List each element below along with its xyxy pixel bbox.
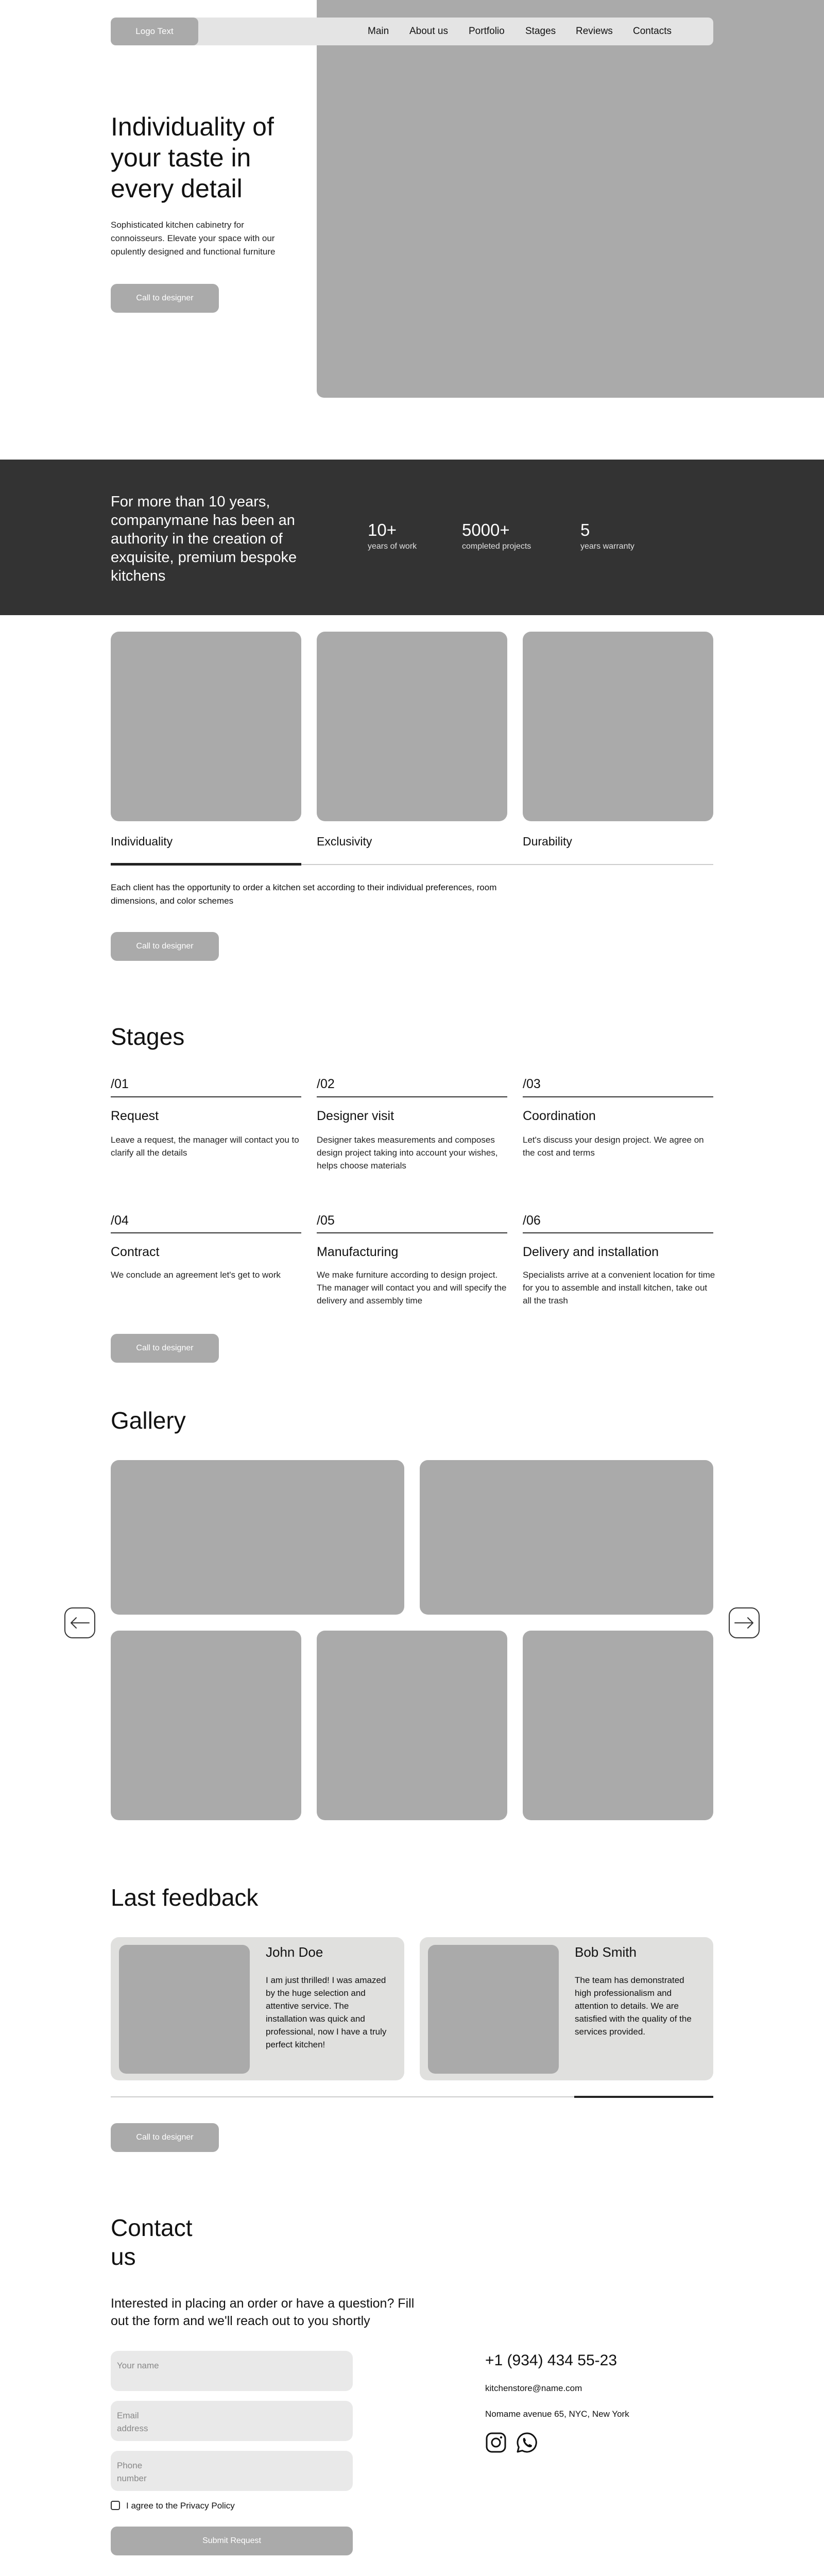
logo[interactable]: Logo Text xyxy=(111,18,198,45)
gallery-title: Gallery xyxy=(111,1407,186,1434)
stage-number: /03 xyxy=(523,1077,541,1091)
stat-value: 5000+ xyxy=(462,520,510,539)
contact-subtitle: Interested in placing an order or have a question? Fill out the form and we'll reach out to you shortly xyxy=(111,2296,415,2328)
hero-image xyxy=(317,0,824,398)
name-field[interactable] xyxy=(111,2351,353,2391)
tab-exclusivity[interactable]: Exclusivity xyxy=(317,835,372,848)
hero-subtitle: Sophisticated kitchen cabinetry for connoisseurs. Elevate your space with our opulently designed and functional furniture xyxy=(111,220,276,257)
feature-image xyxy=(111,632,301,821)
stage-title: Request xyxy=(111,1109,159,1123)
stage-description: We make furniture according to design project. The manager will contact you and will specify the delivery and assembly time xyxy=(317,1270,507,1306)
stat-value: 10+ xyxy=(368,520,397,539)
feedback-scroll-thumb[interactable] xyxy=(574,2096,713,2098)
stat-value: 5 xyxy=(580,520,590,539)
reviewer-photo xyxy=(428,1945,559,2074)
instagram-icon[interactable] xyxy=(485,2432,507,2453)
submit-button[interactable]: Submit Request xyxy=(111,2527,353,2555)
tab-durability[interactable]: Durability xyxy=(523,835,572,848)
stage-divider xyxy=(111,1232,301,1233)
gallery-image[interactable] xyxy=(111,1460,404,1615)
stage-title: Contract xyxy=(111,1245,160,1259)
contact-title: Contact us xyxy=(111,2214,193,2270)
tab-individuality[interactable]: Individuality xyxy=(111,835,173,848)
phone-placeholder: Phone number xyxy=(117,2461,147,2483)
review-text: I am just thrilled! I was amazed by the huge selection and attentive service. The installation was quick and professional, now I have a truly perfect kitchen! xyxy=(266,1975,387,2049)
stage-divider xyxy=(317,1096,507,1097)
stage-description: Designer takes measurements and composes design project taking into account your wishes, helps choose materials xyxy=(317,1135,498,1171)
reviewer-photo xyxy=(119,1945,250,2074)
privacy-label: I agree to the Privacy Policy xyxy=(126,2501,235,2511)
stat-label: completed projects xyxy=(462,542,531,551)
privacy-checkbox[interactable] xyxy=(111,2501,120,2510)
stages-title: Stages xyxy=(111,1023,185,1050)
phone-field[interactable] xyxy=(111,2451,353,2491)
stage-description: Specialists arrive at a convenient location for time for you to assemble and install kitchen, take out all the trash xyxy=(523,1270,715,1306)
stage-description: Let's discuss your design project. We agree on the cost and terms xyxy=(523,1135,704,1158)
stage-divider xyxy=(317,1232,507,1233)
stages-call-button[interactable]: Call to designer xyxy=(111,1334,219,1363)
nav-stages[interactable]: Stages xyxy=(525,26,556,37)
stage-number: /05 xyxy=(317,1213,335,1228)
nav-portfolio[interactable]: Portfolio xyxy=(469,26,505,37)
stage-description: We conclude an agreement let's get to work xyxy=(111,1270,281,1280)
reviewer-name: Bob Smith xyxy=(575,1944,637,1960)
feature-image xyxy=(317,632,507,821)
hero-call-button[interactable]: Call to designer xyxy=(111,284,219,313)
name-placeholder: Your name xyxy=(117,2361,159,2370)
gallery-image[interactable] xyxy=(523,1631,713,1820)
stage-description: Leave a request, the manager will contact you to clarify all the details xyxy=(111,1135,299,1158)
stage-number: /01 xyxy=(111,1077,129,1091)
stage-divider xyxy=(111,1096,301,1097)
feedback-call-button[interactable]: Call to designer xyxy=(111,2123,219,2152)
nav-reviews[interactable]: Reviews xyxy=(576,26,613,37)
gallery-image[interactable] xyxy=(420,1460,713,1615)
whatsapp-icon[interactable] xyxy=(516,2432,538,2453)
contact-address: Nomame avenue 65, NYC, New York xyxy=(485,2409,629,2419)
review-text: The team has demonstrated high professionalism and attention to details. We are satisfied with the quality of the services provided. xyxy=(575,1975,692,2037)
gallery-prev-button[interactable] xyxy=(64,1607,95,1638)
stage-title: Manufacturing xyxy=(317,1245,399,1259)
gallery-image[interactable] xyxy=(111,1631,301,1820)
nav-about-us[interactable]: About us xyxy=(409,26,448,37)
stage-divider xyxy=(523,1096,713,1097)
email-field[interactable] xyxy=(111,2401,353,2441)
feature-image xyxy=(523,632,713,821)
stage-number: /02 xyxy=(317,1077,335,1091)
stage-title: Designer visit xyxy=(317,1109,394,1123)
stage-title: Delivery and installation xyxy=(523,1245,659,1259)
stat-label: years of work xyxy=(368,542,417,551)
nav-contacts[interactable]: Contacts xyxy=(633,26,672,37)
feature-description: Each client has the opportunity to order a kitchen set according to their individual preferences, room dimensions, and color schemes xyxy=(111,883,497,906)
arrow-left-icon xyxy=(70,1617,90,1629)
gallery-next-button[interactable] xyxy=(729,1607,760,1638)
hero-title: Individuality of your taste in every detail xyxy=(111,112,274,203)
gallery-image[interactable] xyxy=(317,1631,507,1820)
stage-title: Coordination xyxy=(523,1109,596,1123)
stat-label: years warranty xyxy=(580,542,634,551)
stage-number: /04 xyxy=(111,1213,129,1228)
stage-number: /06 xyxy=(523,1213,541,1228)
feedback-title: Last feedback xyxy=(111,1884,259,1911)
arrow-right-icon xyxy=(734,1617,754,1629)
about-text: For more than 10 years, companymane has been an authority in the creation of exquisite, premium bespoke kitchens xyxy=(111,494,297,584)
email-placeholder: Email address xyxy=(117,2411,148,2433)
tab-active-indicator xyxy=(111,863,301,866)
nav-main[interactable]: Main xyxy=(368,26,389,37)
contact-email[interactable]: kitchenstore@name.com xyxy=(485,2383,582,2393)
contact-phone[interactable]: +1 (934) 434 55-23 xyxy=(485,2352,617,2369)
features-call-button[interactable]: Call to designer xyxy=(111,932,219,961)
reviewer-name: John Doe xyxy=(266,1944,323,1960)
stage-divider xyxy=(523,1232,713,1233)
